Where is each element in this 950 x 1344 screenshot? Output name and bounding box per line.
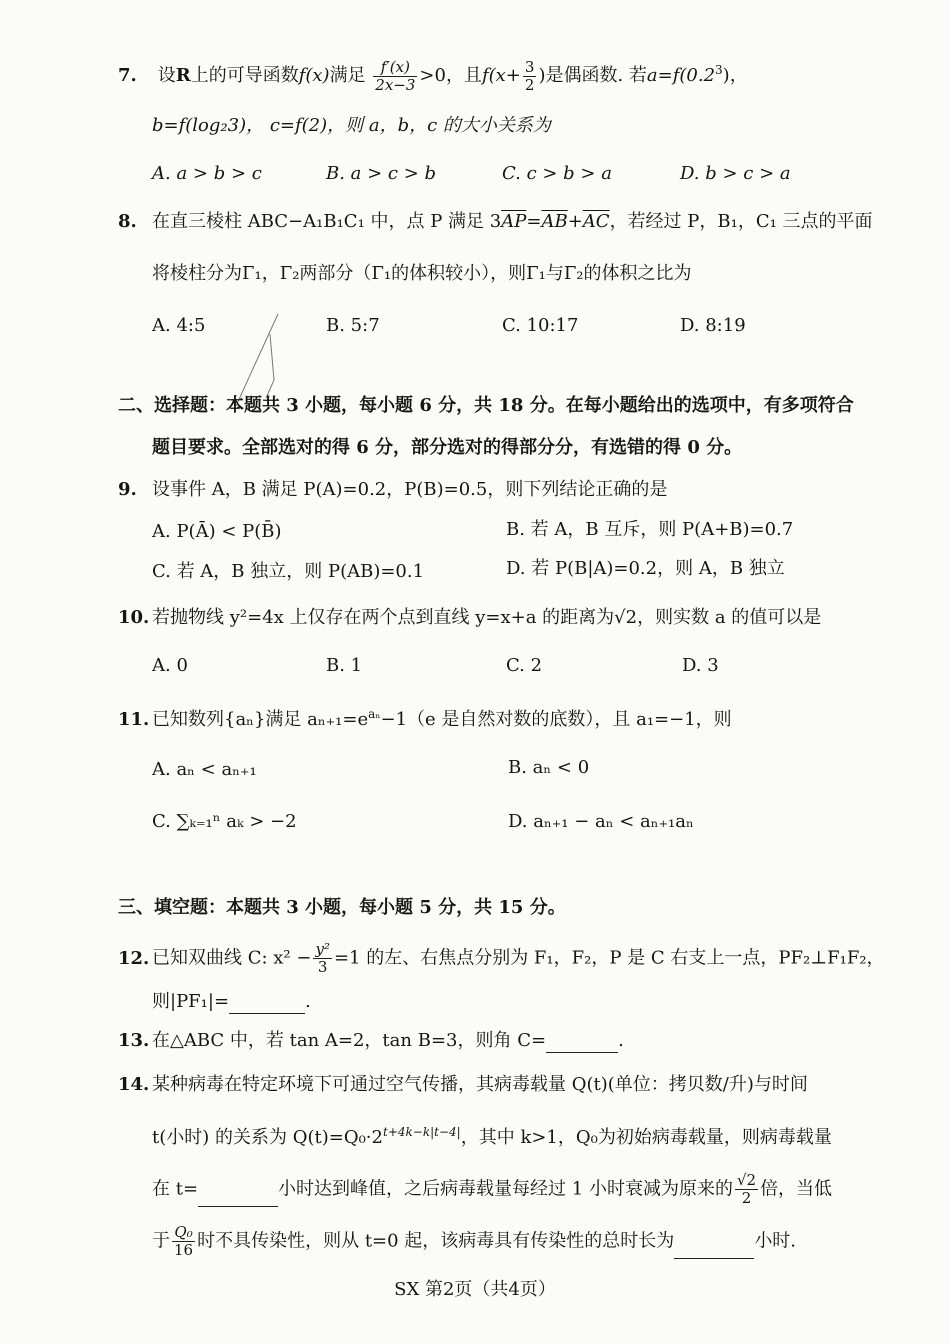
q7-text: 满足	[329, 65, 366, 86]
q12-line2	[152, 990, 311, 1014]
q9-option-d: D. 若 P(B|A)=0.2，则 A，B 独立	[506, 558, 785, 579]
section2-line2: 题目要求。全部选对的得 6 分，部分选对的得部分分，有选错的得 0 分。	[152, 437, 743, 458]
q7-text: 上的可导函数	[190, 65, 299, 86]
q9-stem: 设事件 A，B 满足 P(A)=0.2，P(B)=0.5，则下列结论正确的是	[152, 479, 668, 500]
q7-frac-den: 2x−3	[375, 75, 416, 94]
q10-option-a: A. 0	[152, 655, 188, 676]
q7-fraction-2	[523, 59, 537, 94]
q7-option-c: C. c > b > a	[502, 163, 612, 184]
q14-line3	[152, 1172, 832, 1207]
q8-option-d: D. 8:19	[680, 315, 746, 336]
q14-fraction	[735, 1172, 758, 1207]
q7-line1	[118, 58, 748, 94]
section3-heading: 三、填空题：本题共 3 小题，每小题 5 分，共 15 分。	[118, 897, 566, 918]
q11-number: 11.	[118, 709, 150, 730]
q12-line1	[118, 941, 885, 976]
q14-peak-blank[interactable]	[198, 1186, 278, 1207]
q12-text: .	[305, 991, 311, 1012]
q7-text: 设	[157, 65, 176, 86]
q8-vector-ac: $\overline{AC}$	[582, 211, 610, 232]
q8-text: 在直三棱柱 ABC−A₁B₁C₁ 中，点 P 满足 3	[152, 211, 502, 232]
q9-stem-line	[118, 478, 667, 502]
q12-frac-num: y²	[315, 940, 330, 958]
q9-option-b: B. 若 A，B 互斥，则 P(A+B)=0.7	[506, 519, 794, 540]
q9-option-c: C. 若 A，B 独立，则 P(AB)=0.1	[152, 561, 425, 582]
q14-text: 于	[152, 1230, 170, 1252]
q14-text: 小时达到峰值，之后病毒载量每经过 1 小时衰减为原来的	[278, 1178, 733, 1200]
q8-option-c: C. 10:17	[502, 315, 579, 336]
q11-option-c: C. ∑ₖ₌₁ⁿ aₖ > −2	[152, 811, 297, 832]
q14-frac-den: 2	[741, 1189, 752, 1207]
q7-text: >0，且	[419, 65, 482, 86]
q12-answer-blank[interactable]	[229, 993, 305, 1014]
q7-line2: b=f(log₂3)， c=f(2)，则 a，b，c 的大小关系为	[152, 115, 551, 136]
q7-text: )是偶函数. 若	[538, 65, 647, 86]
page-footer: SX 第2页（共4页）	[394, 1279, 556, 1300]
q12-text: 则|PF₁|=	[152, 991, 230, 1012]
q7-a-def: a=f(0.2	[646, 65, 716, 86]
q10-option-d: D. 3	[682, 655, 719, 676]
q9-number: 9.	[118, 479, 137, 500]
q7-text: )，	[722, 65, 748, 86]
q11-stem: 已知数列{aₙ}满足 aₙ₊₁=e	[152, 709, 369, 730]
q8-option-b: B. 5:7	[326, 315, 380, 336]
q7-frac2-den: 2	[524, 75, 535, 94]
q14-frac-num: √2	[736, 1171, 757, 1189]
q7-fraction	[373, 59, 417, 94]
q14-text: 某种病毒在特定环境下可通过空气传播，其病毒载量 Q(t)(单位：拷贝数/升)与时间	[152, 1074, 808, 1095]
q10-option-c: C. 2	[506, 655, 543, 676]
q8-text: ，若经过 P，B₁，C₁ 三点的平面	[609, 211, 873, 232]
q12-fraction	[313, 941, 332, 976]
q9-option-a: A. P(Ā) < P(B̄)	[152, 521, 282, 542]
q7-option-b: B. a > c > b	[326, 163, 437, 184]
q12-text: 已知双曲线 C: x² −	[152, 947, 312, 969]
q14-frac2-num: Q₀	[172, 1224, 195, 1242]
q11-option-b: B. aₙ < 0	[508, 757, 590, 778]
q14-number: 14.	[118, 1074, 150, 1095]
q12-text: =1 的左、右焦点分别为 F₁，F₂，P 是 C 右支上一点，PF₂⊥F₁F₂，	[333, 947, 885, 969]
q11-stem-line	[118, 702, 732, 732]
q14-fraction-2	[172, 1224, 195, 1259]
q11-stem: −1（e 是自然对数的底数），且 a₁=−1，则	[380, 709, 732, 730]
q14-line2	[152, 1120, 832, 1150]
q11-option-d: D. aₙ₊₁ − aₙ < aₙ₊₁aₙ	[508, 811, 694, 832]
q8-option-a: A. 4:5	[152, 315, 206, 336]
q10-number: 10.	[118, 607, 150, 628]
q14-text: 小时.	[754, 1230, 797, 1252]
q13-answer-blank[interactable]	[546, 1032, 618, 1053]
q14-text: 倍，当低	[760, 1178, 833, 1200]
q8-plus: +	[567, 211, 583, 232]
q7-option-a: A. a > b > c	[152, 163, 262, 184]
q10-stem-line	[118, 606, 821, 630]
q7-frac-num: f′(x)	[373, 59, 417, 77]
q7-fshift: f(x+	[481, 65, 521, 86]
q14-exp: t+4k−k|t−4|	[383, 1125, 461, 1139]
q14-duration-blank[interactable]	[674, 1238, 754, 1259]
q7-R: R	[175, 65, 191, 86]
q11-exp: aₙ	[368, 707, 381, 721]
q7-a-exp: 3	[715, 63, 723, 77]
q14-text: ，其中 k>1，Q₀为初始病毒载量，则病毒载量	[460, 1127, 832, 1148]
q8-vector-ap: $\overline{AP}$	[501, 211, 527, 232]
q10-option-b: B. 1	[326, 655, 363, 676]
q12-frac-den: 3	[317, 958, 328, 976]
q7-fx: f(x)	[298, 65, 330, 86]
q14-frac2-den: 16	[174, 1241, 194, 1259]
q8-eq: =	[526, 211, 542, 232]
q14-text: 在 t=	[152, 1178, 199, 1200]
section2-line1: 二、选择题：本题共 3 小题，每小题 6 分，共 18 分。在每小题给出的选项中，有多项符合	[118, 395, 854, 416]
q7-number: 7.	[118, 65, 137, 86]
q8-line2: 将棱柱分为Γ₁，Γ₂两部分（Γ₁的体积较小），则Γ₁与Γ₂的体积之比为	[152, 263, 692, 284]
q13-number: 13.	[118, 1030, 150, 1051]
q8-line1	[118, 210, 873, 234]
q12-number: 12.	[118, 947, 150, 969]
q7-frac2-num: 3	[524, 57, 535, 76]
q13-text: 在△ABC 中，若 tan A=2，tan B=3，则角 C=	[152, 1030, 547, 1051]
q14-text: 时不具传染性，则从 t=0 起，该病毒具有传染性的总时长为	[197, 1230, 675, 1252]
q11-option-a: A. aₙ < aₙ₊₁	[152, 759, 257, 780]
q14-line4	[152, 1224, 796, 1259]
q8-vector-ab: $\overline{AB}$	[541, 211, 568, 232]
q8-number: 8.	[118, 211, 137, 232]
q13-line	[118, 1029, 624, 1053]
q7-option-d: D. b > c > a	[680, 163, 791, 184]
q14-line1	[118, 1073, 808, 1097]
q10-stem: 若抛物线 y²=4x 上仅存在两个点到直线 y=x+a 的距离为√2，则实数 a 的值可以是	[152, 607, 822, 628]
q13-text: .	[618, 1030, 624, 1051]
q14-text: t(小时) 的关系为 Q(t)=Q₀·2	[152, 1127, 383, 1148]
